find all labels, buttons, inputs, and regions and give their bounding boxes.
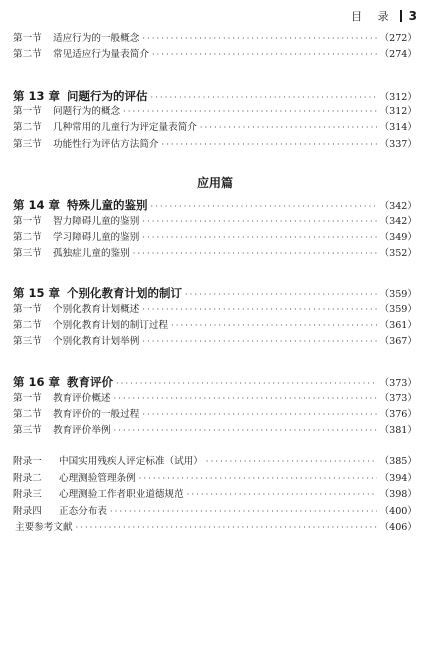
header-divider: [400, 10, 402, 22]
toc-entry-references: [13, 521, 417, 534]
appendix-number: 附录三: [13, 489, 42, 500]
toc-entry-label: [13, 32, 139, 45]
dot-leader: [142, 303, 376, 316]
page-reference: （373）: [379, 378, 417, 389]
dot-leader: [151, 200, 377, 213]
page-reference: （342）: [379, 201, 417, 212]
page-reference: （352）: [379, 248, 417, 259]
toc-entry-section: [13, 319, 417, 332]
entry-title: 教育评价概述: [53, 393, 111, 404]
dot-leader: [110, 505, 377, 518]
toc-entry-label: [13, 48, 149, 61]
toc-entry-label: [13, 138, 159, 151]
page-reference: （381）: [379, 425, 417, 436]
entry-title: 常见适应行为量表简介: [53, 49, 149, 60]
toc-entry-section: [13, 121, 417, 134]
appendix-number: 附录一: [13, 456, 42, 467]
entry-title: 适应行为的一般概念: [53, 33, 140, 44]
appendix-number: 附录二: [13, 473, 42, 484]
dot-leader: [142, 215, 376, 228]
toc-entry-section: [13, 303, 417, 316]
page-reference: （400）: [379, 506, 417, 517]
toc-entry-label: [13, 121, 197, 134]
running-header: [351, 8, 417, 24]
page-reference: （314）: [379, 122, 417, 133]
entry-title: 个别化教育计划概述: [53, 304, 140, 315]
dot-leader: [142, 408, 376, 421]
toc-entry-section: [13, 247, 417, 260]
toc-entry-chapter: [13, 376, 417, 390]
toc-entry-label: [13, 287, 182, 300]
page-reference: （272）: [379, 33, 417, 44]
section-number: 第一节: [13, 33, 42, 44]
page-reference: （394）: [379, 473, 417, 484]
section-number: 第二节: [13, 122, 42, 133]
toc-entry-label: [13, 335, 139, 348]
toc-entry-chapter: [13, 199, 417, 213]
dot-leader: [206, 455, 377, 468]
toc-entry-label: [13, 392, 111, 405]
toc-entry-section: [13, 138, 417, 151]
chapter-title: 个别化教育计划的制订: [67, 286, 182, 300]
entry-title: 正态分布表: [59, 506, 107, 517]
page-reference: （349）: [379, 232, 417, 243]
section-number: 第一节: [13, 304, 42, 315]
section-number: 第二节: [13, 320, 42, 331]
section-number: 第二节: [13, 49, 42, 60]
dot-leader: [142, 32, 376, 45]
chapter-number: 第 13 章: [13, 89, 61, 103]
dot-leader: [152, 48, 377, 61]
page-reference: （376）: [379, 409, 417, 420]
chapter-title: 教育评价: [67, 375, 113, 389]
part-title: 应用篇: [196, 176, 233, 190]
chapter-title: 特殊儿童的鉴别: [67, 198, 148, 212]
toc-entry-section: [13, 392, 417, 405]
entry-title: 中国实用残疾人评定标准（试用）: [59, 456, 203, 467]
page-reference: （398）: [379, 489, 417, 500]
entry-title: 功能性行为评估方法简介: [53, 139, 159, 150]
entry-title: 教育评价举例: [53, 425, 111, 436]
toc-entry-label: [13, 247, 130, 260]
toc-entry-label: [13, 90, 148, 103]
header-page-number: 3: [408, 9, 417, 23]
page-reference: （337）: [379, 139, 417, 150]
page-reference: （342）: [379, 216, 417, 227]
entry-title: 孤独症儿童的鉴别: [53, 248, 130, 259]
section-number: 第三节: [13, 336, 42, 347]
toc-entry-appendix: [13, 455, 417, 468]
appendix-number: 附录四: [13, 506, 42, 517]
entry-title: 学习障碍儿童的鉴别: [53, 232, 140, 243]
toc-entry-appendix: [13, 505, 417, 518]
page-reference: （359）: [379, 289, 417, 300]
entry-title: 心理测验工作者职业道德规范: [59, 489, 184, 500]
toc-entry-chapter: [13, 287, 417, 301]
toc-entry-label: [13, 488, 184, 501]
chapter-number: 第 14 章: [13, 198, 61, 212]
section-number: 第二节: [13, 232, 42, 243]
toc-entry-label: [13, 199, 148, 212]
dot-leader: [151, 91, 377, 104]
toc-entry-label: [13, 376, 113, 389]
section-number: 第二节: [13, 409, 42, 420]
page-reference: （385）: [379, 456, 417, 467]
toc-entry-label: [13, 505, 107, 518]
page-reference: （312）: [379, 92, 417, 103]
toc-entry-label: [13, 408, 139, 421]
dot-leader: [133, 247, 377, 260]
toc-entry-section: [13, 335, 417, 348]
toc-entry-label: [13, 105, 120, 118]
chapter-number: 第 16 章: [13, 375, 61, 389]
page-reference: （312）: [379, 106, 417, 117]
toc-entry-section: [13, 424, 417, 437]
section-number: 第一节: [13, 393, 42, 404]
toc-entry-appendix: [13, 488, 417, 501]
dot-leader: [76, 521, 377, 534]
dot-leader: [171, 319, 376, 332]
dot-leader: [187, 488, 377, 501]
dot-leader: [162, 138, 377, 151]
dot-leader: [142, 231, 376, 244]
page-reference: （373）: [379, 393, 417, 404]
header-section-label: 目 录: [351, 10, 395, 23]
toc-entry-label: [13, 319, 168, 332]
entry-title: 个别化教育计划举例: [53, 336, 140, 347]
toc-entry-label: [13, 215, 139, 228]
entry-title: 主要参考文献: [15, 522, 73, 533]
toc-entry-appendix: [13, 472, 417, 485]
page-reference: （361）: [379, 320, 417, 331]
section-number: 第三节: [13, 139, 42, 150]
dot-leader: [185, 288, 377, 301]
toc-entry-label: [13, 521, 73, 534]
section-number: 第一节: [13, 106, 42, 117]
dot-leader: [114, 392, 377, 405]
section-number: 第三节: [13, 248, 42, 259]
page-reference: （406）: [379, 522, 417, 533]
toc-entry-section: [13, 48, 417, 61]
dot-leader: [114, 424, 377, 437]
toc-entry-label: [13, 472, 136, 485]
chapter-number: 第 15 章: [13, 286, 61, 300]
toc-entry-section: [13, 105, 417, 118]
toc-entry-section: [13, 32, 417, 45]
entry-title: 智力障碍儿童的鉴别: [53, 216, 140, 227]
entry-title: 教育评价的一般过程: [53, 409, 140, 420]
toc-entry-chapter: [13, 90, 417, 104]
toc-entry-section: [13, 231, 417, 244]
section-number: 第三节: [13, 425, 42, 436]
dot-leader: [116, 377, 377, 390]
toc-entry-label: [13, 424, 111, 437]
toc-entry-label: [13, 303, 139, 316]
entry-title: 个别化教育计划的制订过程: [53, 320, 169, 331]
toc-entry-section: [13, 408, 417, 421]
page-reference: （367）: [379, 336, 417, 347]
dot-leader: [142, 335, 376, 348]
toc-entry-label: [13, 231, 139, 244]
entry-title: 问题行为的概念: [53, 106, 121, 117]
entry-title: 心理测验管理条例: [59, 473, 136, 484]
dot-leader: [123, 105, 376, 118]
dot-leader: [139, 472, 377, 485]
chapter-title: 问题行为的评估: [67, 89, 148, 103]
toc-entry-label: [13, 455, 203, 468]
entry-title: 几种常用的儿童行为评定量表简介: [53, 122, 197, 133]
page-reference: （359）: [379, 304, 417, 315]
toc-entry-section: [13, 215, 417, 228]
section-number: 第一节: [13, 216, 42, 227]
page-reference: （274）: [379, 49, 417, 60]
dot-leader: [200, 121, 377, 134]
